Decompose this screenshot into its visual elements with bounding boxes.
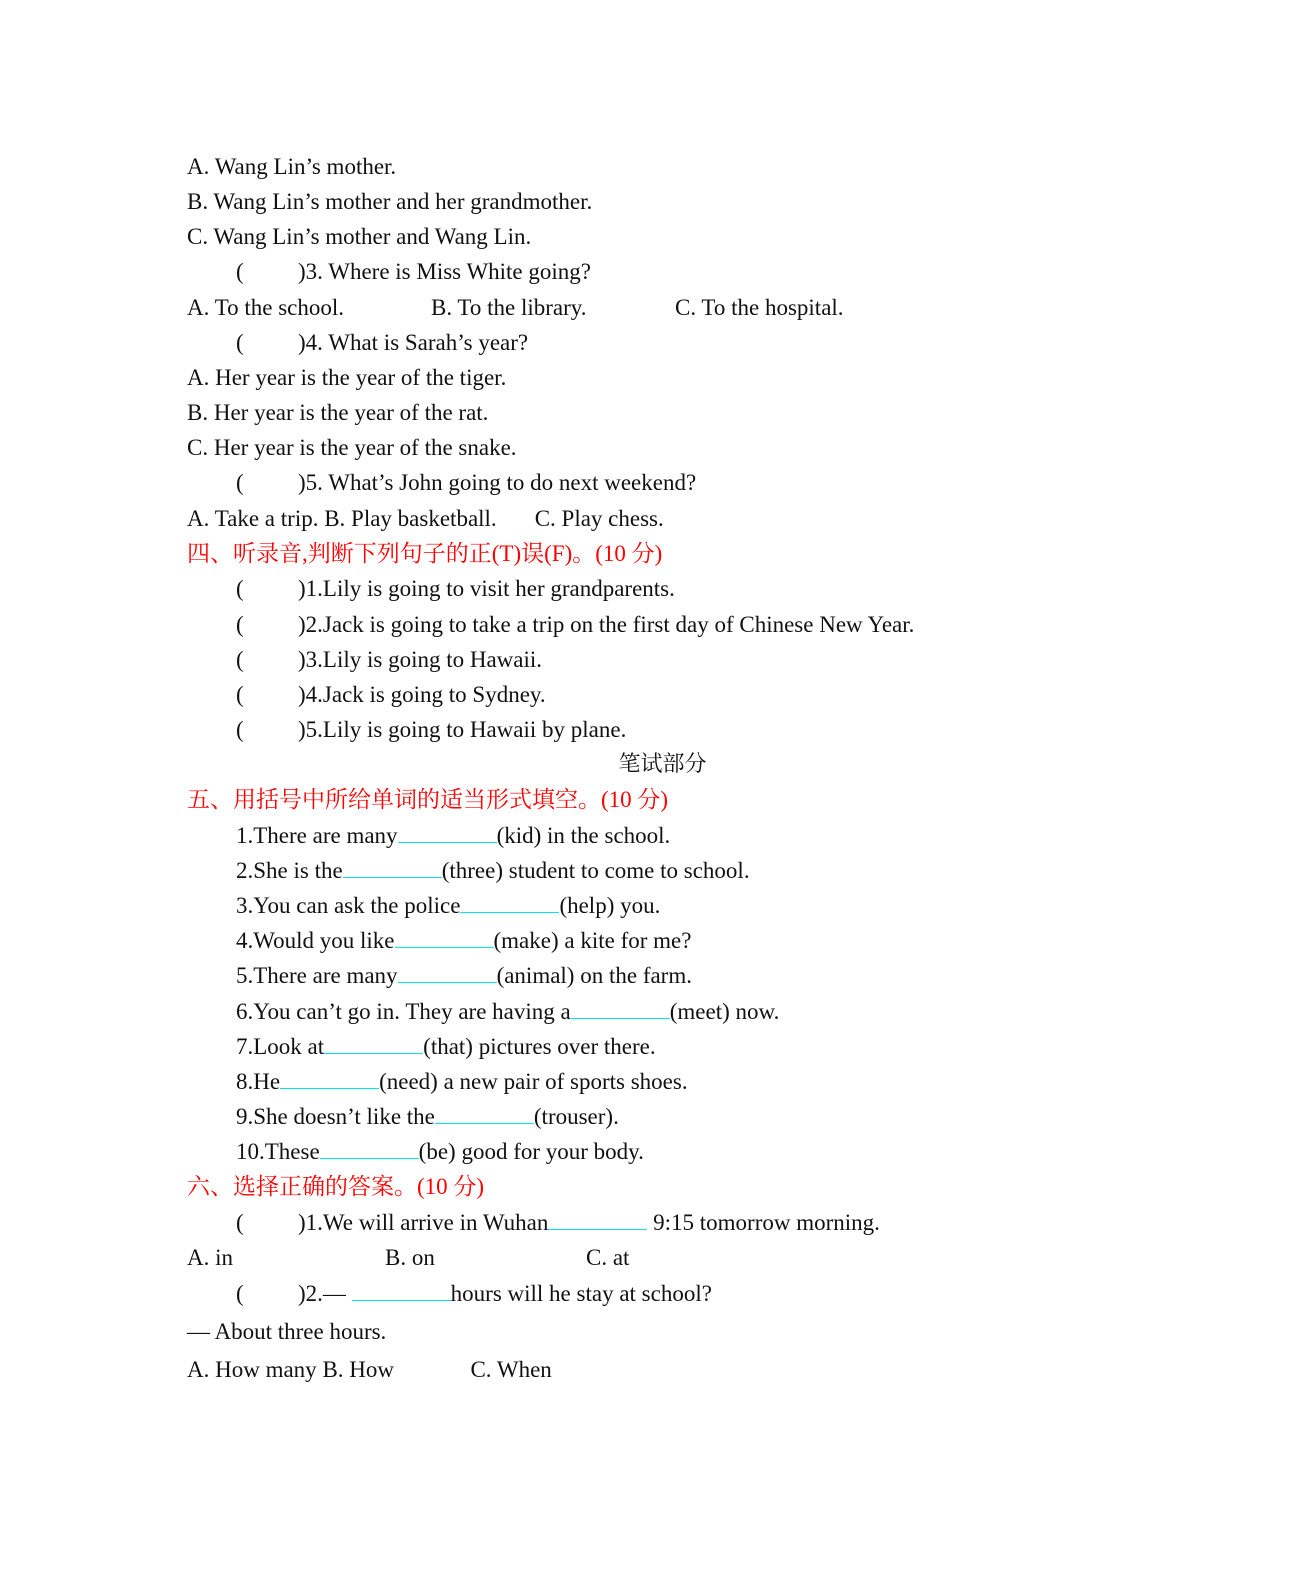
s5-item-2 — [236, 857, 750, 885]
fill-blank[interactable] — [324, 1033, 423, 1054]
fill-blank[interactable] — [280, 1068, 379, 1089]
s6-q1 — [236, 1209, 880, 1237]
s5-item-text: 2.She is the — [236, 858, 343, 883]
answer-paren[interactable]: ( — [236, 717, 244, 742]
answer-paren[interactable]: ( — [236, 612, 244, 637]
s4-item-text: )5.Lily is going to Hawaii by plane. — [298, 717, 627, 742]
section-4-heading: 四、听录音,判断下列句子的正(T)误(F)。(10 分) — [187, 541, 663, 566]
q4-option-a: A. Her year is the year of the tiger. — [187, 365, 507, 390]
fill-blank[interactable] — [343, 857, 442, 878]
s5-item-text: (make) a kite for me? — [493, 928, 692, 953]
q2-option-b: B. Wang Lin’s mother and her grandmother. — [187, 189, 593, 214]
q3-text: )3. Where is Miss White going? — [298, 259, 591, 284]
q5-question — [236, 469, 696, 497]
s5-item-1 — [236, 822, 670, 850]
s6-q1-option-b: B. on — [385, 1245, 435, 1270]
s6-q2-option-b: B. How — [322, 1357, 394, 1382]
s4-item-text: )4.Jack is going to Sydney. — [298, 682, 546, 707]
s5-item-7 — [236, 1033, 656, 1061]
q5-options — [187, 505, 664, 533]
s4-item-3 — [236, 646, 542, 674]
s5-item-9 — [236, 1103, 619, 1131]
s5-item-text: 5.There are many — [236, 963, 398, 988]
s5-item-text: (animal) on the farm. — [496, 963, 692, 988]
s5-item-text: 4.Would you like — [236, 928, 395, 953]
answer-paren[interactable]: ( — [236, 682, 244, 707]
s5-item-text: 9.She doesn’t like the — [236, 1104, 435, 1129]
fill-blank[interactable] — [548, 1209, 647, 1230]
q4-option-b: B. Her year is the year of the rat. — [187, 400, 489, 425]
s5-item-text: 6.You can’t go in. They are having a — [236, 999, 571, 1024]
s6-q1-text: )1.We will arrive in Wuhan — [298, 1210, 549, 1235]
q3-question — [236, 258, 591, 286]
q4-option-c: C. Her year is the year of the snake. — [187, 435, 517, 460]
written-part-title: 笔试部分 — [618, 752, 707, 777]
s6-q2-option-c: C. When — [470, 1357, 552, 1382]
fill-blank[interactable] — [320, 1138, 419, 1159]
s6-q2-text: hours will he stay at school? — [450, 1281, 712, 1306]
s5-item-text: 8.He — [236, 1069, 281, 1094]
fill-blank[interactable] — [352, 1280, 451, 1301]
answer-paren[interactable]: ( — [236, 1210, 244, 1235]
s6-q1-text: 9:15 tomorrow morning. — [647, 1210, 880, 1235]
s5-item-text: (trouser). — [533, 1104, 619, 1129]
s5-item-text: 10.These — [236, 1139, 320, 1164]
answer-paren[interactable]: ( — [236, 647, 244, 672]
s5-item-3 — [236, 892, 660, 920]
s5-item-text: 1.There are many — [236, 823, 398, 848]
fill-blank[interactable] — [460, 892, 559, 913]
q5-option-a: A. Take a trip. — [187, 506, 319, 531]
answer-paren[interactable]: ( — [236, 1281, 244, 1306]
s6-q1-options — [187, 1244, 629, 1272]
s6-q2-option-a: A. How many — [187, 1357, 317, 1382]
s6-q2-text: )2.— — [298, 1281, 352, 1306]
answer-paren[interactable]: ( — [236, 259, 244, 284]
s5-item-text: 7.Look at — [236, 1034, 325, 1059]
s5-item-text: 3.You can ask the police — [236, 893, 461, 918]
s5-item-6 — [236, 998, 779, 1026]
s4-item-4 — [236, 681, 546, 709]
s4-item-1 — [236, 575, 675, 603]
q4-question — [236, 329, 528, 357]
q3-options — [187, 294, 844, 322]
q5-option-c: C. Play chess. — [534, 506, 664, 531]
s5-item-text: (be) good for your body. — [418, 1139, 644, 1164]
s6-q2-options — [187, 1356, 552, 1384]
s4-item-text: )3.Lily is going to Hawaii. — [298, 647, 543, 672]
section-6-heading: 六、选择正确的答案。(10 分) — [187, 1174, 485, 1199]
answer-paren[interactable]: ( — [236, 576, 244, 601]
s5-item-text: (meet) now. — [669, 999, 780, 1024]
q5-text: )5. What’s John going to do next weekend? — [298, 470, 697, 495]
fill-blank[interactable] — [571, 998, 670, 1019]
s6-q2-answer: — About three hours. — [187, 1319, 387, 1344]
s6-q1-option-c: C. at — [586, 1245, 630, 1270]
s5-item-text: (need) a new pair of sports shoes. — [379, 1069, 688, 1094]
s6-q2 — [236, 1280, 712, 1308]
answer-paren[interactable]: ( — [236, 330, 244, 355]
s5-item-4 — [236, 927, 691, 955]
s5-item-text: (help) you. — [559, 893, 661, 918]
fill-blank[interactable] — [395, 927, 494, 948]
q2-option-a: A. Wang Lin’s mother. — [187, 154, 397, 179]
fill-blank[interactable] — [435, 1103, 534, 1124]
q4-text: )4. What is Sarah’s year? — [298, 330, 529, 355]
s5-item-text: (kid) in the school. — [496, 823, 671, 848]
section-5-heading: 五、用括号中所给单词的适当形式填空。(10 分) — [187, 787, 669, 812]
q2-option-c: C. Wang Lin’s mother and Wang Lin. — [187, 224, 532, 249]
fill-blank[interactable] — [398, 962, 497, 983]
s5-item-8 — [236, 1068, 688, 1096]
s4-item-2 — [236, 611, 914, 639]
fill-blank[interactable] — [398, 822, 497, 843]
q3-option-c: C. To the hospital. — [675, 295, 844, 320]
s5-item-text: (three) student to come to school. — [441, 858, 750, 883]
q3-option-b: B. To the library. — [431, 295, 587, 320]
q3-option-a: A. To the school. — [187, 295, 345, 320]
s4-item-5 — [236, 716, 626, 744]
s5-item-text: (that) pictures over there. — [423, 1034, 656, 1059]
s4-item-text: )1.Lily is going to visit her grandparents. — [298, 576, 675, 601]
s5-item-5 — [236, 962, 692, 990]
q5-option-b: B. Play basketball. — [324, 506, 497, 531]
s5-item-10 — [236, 1138, 644, 1166]
answer-paren[interactable]: ( — [236, 470, 244, 495]
s6-q1-option-a: A. in — [187, 1245, 233, 1270]
s4-item-text: )2.Jack is going to take a trip on the first day of Chinese New Year. — [298, 612, 915, 637]
